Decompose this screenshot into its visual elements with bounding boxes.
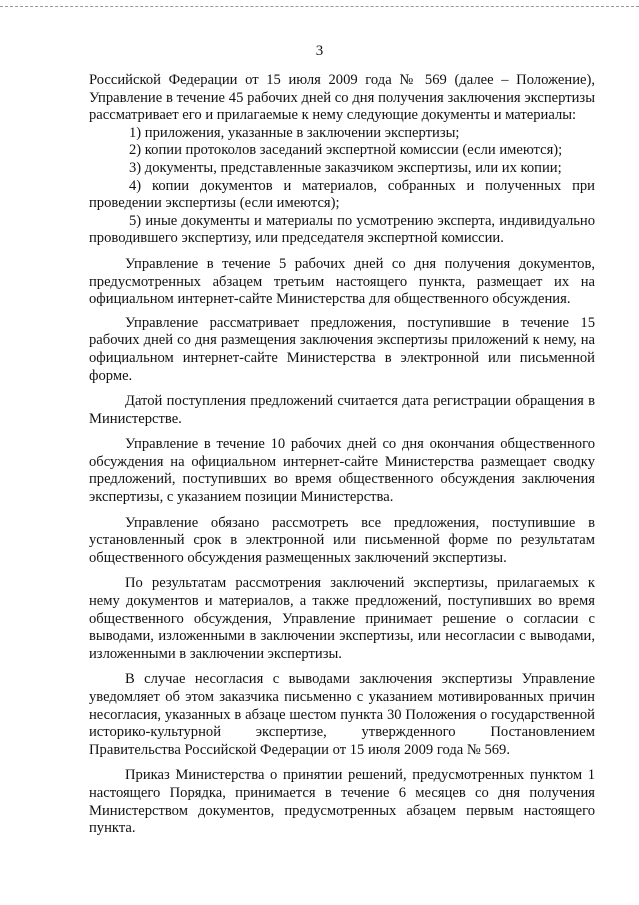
paragraph-disagree: В случае несогласия с выводами заключения экспертизы Управление уведомляет об этом заказчика письменно с указанием мотивированных причин несогласия, указанных в абзаце шестом пункта 30 Положения о государственной историко-культурной экспертизе, утвержденного Постановлением Правительства Российской Федерации от 15 июля 2009 года № 569.	[89, 671, 595, 758]
document-body	[89, 72, 595, 838]
paragraph-order: Приказ Министерства о принятии решений, предусмотренных пунктом 1 настоящего Порядка, принимается в течение 6 месяцев со дня получения Министерством документов, предусмотренных абзацем первым настоящего пункта.	[89, 767, 595, 837]
paragraph-obliged: Управление обязано рассмотреть все предложения, поступившие в установленный срок в электронной или письменной форме по результатам общественного обсуждения размещенных заключений экспертизы.	[89, 514, 595, 566]
list-item-1: 1) приложения, указанные в заключении экспертизы;	[129, 124, 460, 141]
paragraph-decision: По результатам рассмотрения заключений экспертизы, прилагаемых к нему документов и материалов, а также предложений, поступивших во время общественного обсуждения, Управление принимает решение о согласии с выводами, изложенными в заключении экспертизы, или несогласии с выводами, изложенными в заключении экспертизы.	[89, 575, 595, 662]
paragraph-consider: Управление рассматривает предложения, поступившие в течение 15 рабочих дней со дня размещения заключения экспертизы приложений к нему, на официальном интернет-сайте Министерства в электронной или письменной форме.	[89, 314, 595, 384]
list-item-5: 5) иные документы и материалы по усмотрению эксперта, индивидуально проводившего экспертизу, или председателя экспертной комиссии.	[89, 212, 595, 247]
paragraph-publish: Управление в течение 5 рабочих дней со дня получения документов, предусмотренных абзацем третьим настоящего пункта, размещает их на официальном интернет-сайте Министерства для общественного обсуждения.	[89, 255, 595, 308]
list-item-2: 2) копии протоколов заседаний экспертной комиссии (если имеются);	[129, 142, 563, 159]
paragraph-intro: Российской Федерации от 15 июля 2009 года № 569 (далее – Положение), Управление в течение 45 рабочих дней со дня получения заключения экспертизы рассматривает его и прилагаемые к нему следующие документы и материалы:	[89, 72, 595, 124]
paragraph-summary: Управление в течение 10 рабочих дней со дня окончания общественного обсуждения на официальном интернет-сайте Министерства размещает сводку предложений, поступивших во время общественного обсуждения заключения экспертизы, с указанием позиции Министерства.	[89, 436, 595, 506]
list-item-3: 3) документы, представленные заказчиком экспертизы, или их копии;	[129, 159, 562, 176]
list-item-4: 4) копии документов и материалов, собранных и полученных при проведении экспертизы (если имеются);	[89, 177, 595, 212]
paragraph-date: Датой поступления предложений считается дата регистрации обращения в Министерстве.	[89, 393, 595, 427]
page-number: 3	[315, 43, 324, 59]
top-edge-rule	[0, 6, 639, 7]
